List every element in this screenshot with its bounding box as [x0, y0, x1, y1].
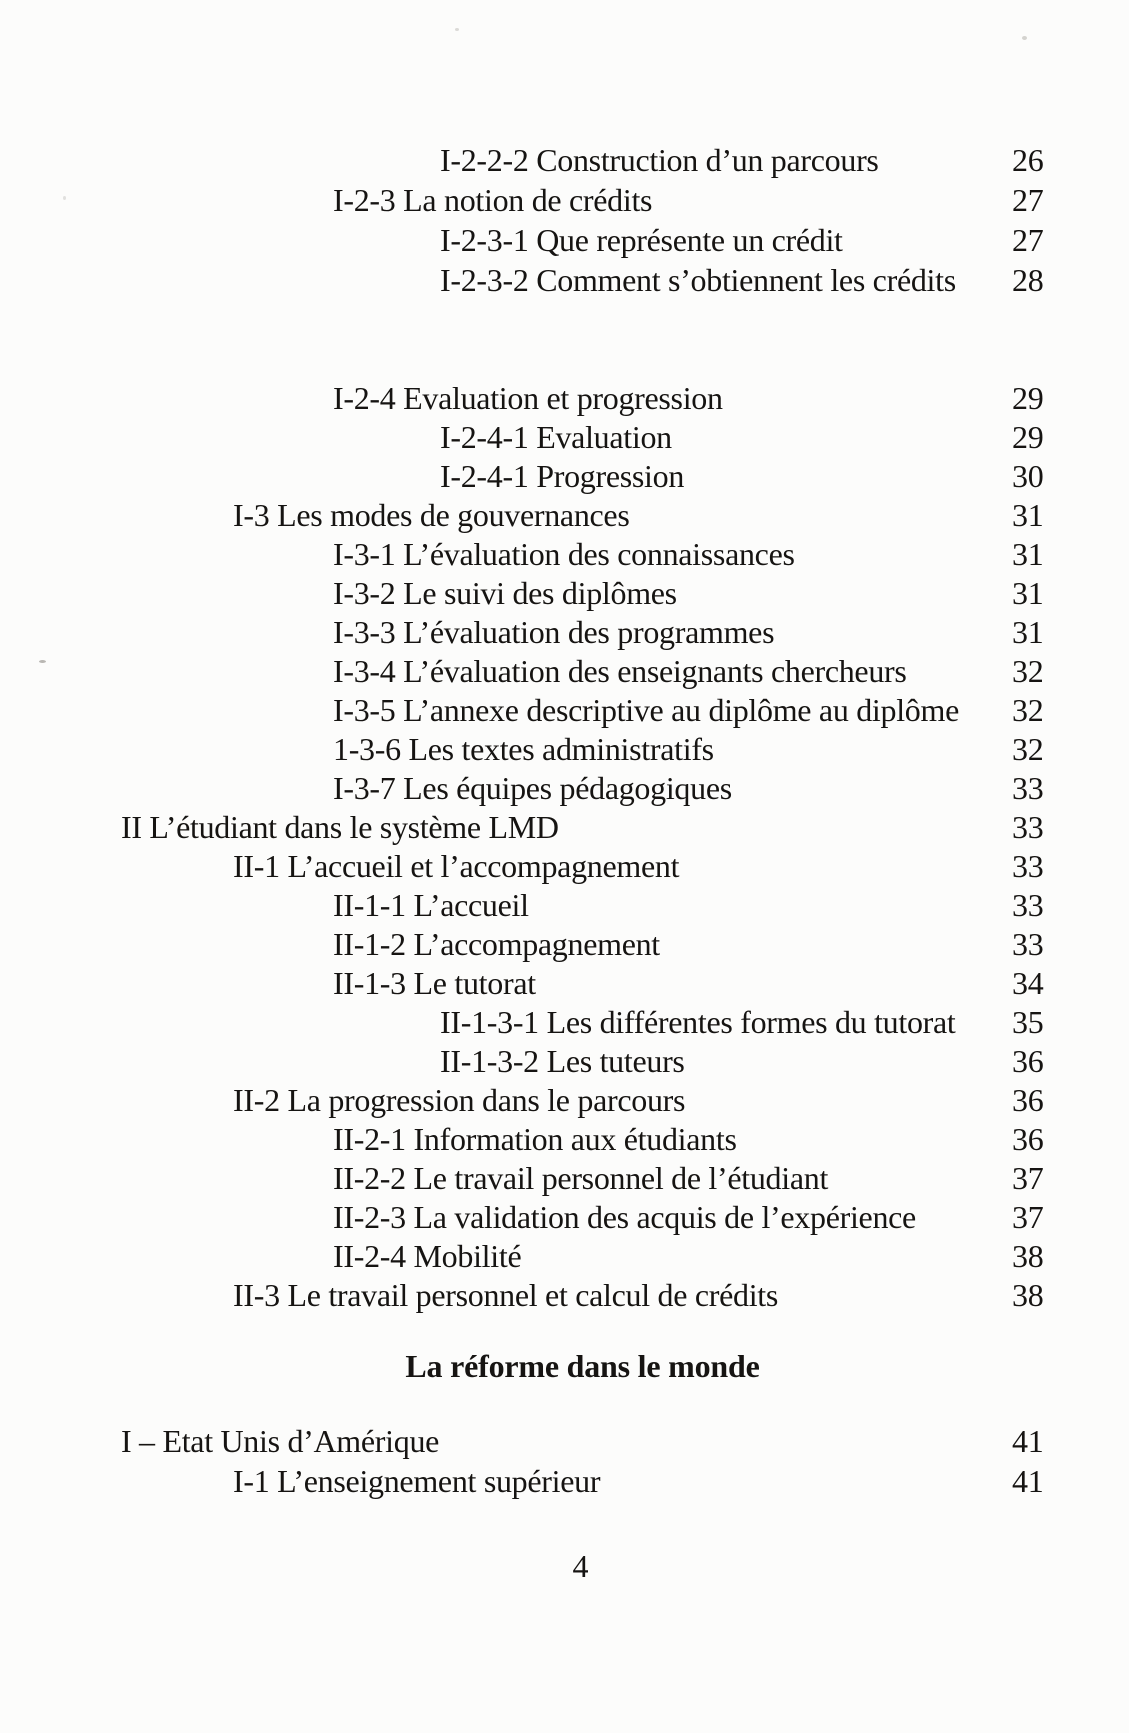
toc-row — [0, 1003, 1129, 1042]
toc-entry-label: II-2 La progression dans le parcours — [233, 1082, 686, 1118]
toc-entry-label: I-2-3-2 Comment s’obtiennent les crédits — [440, 262, 956, 298]
toc-entry-label: II-1-3 Le tutorat — [333, 965, 536, 1001]
toc-row — [0, 496, 1129, 535]
toc-entry-label: 1-3-6 Les textes administratifs — [333, 731, 714, 767]
toc-row — [0, 574, 1129, 613]
toc-entry-label: II-3 Le travail personnel et calcul de crédits — [233, 1277, 779, 1313]
toc-row — [0, 1421, 1129, 1461]
toc-entry-page: 33 — [1012, 926, 1044, 962]
toc-entry-page: 41 — [1012, 1423, 1044, 1459]
toc-row — [0, 925, 1129, 964]
toc-row — [0, 1081, 1129, 1120]
toc-entry-label: I-3-3 L’évaluation des programmes — [333, 614, 775, 650]
toc-entry-page: 27 — [1012, 182, 1044, 218]
toc-row — [0, 535, 1129, 574]
toc-entry-label: I-3-4 L’évaluation des enseignants chercheurs — [333, 653, 907, 689]
toc-row — [0, 730, 1129, 769]
toc-block-main — [0, 379, 1129, 1315]
toc-row — [0, 808, 1129, 847]
toc-entry-label: II-2-1 Information aux étudiants — [333, 1121, 737, 1157]
toc-entry-page: 32 — [1012, 731, 1044, 767]
toc-entry-label: I-2-2-2 Construction d’un parcours — [440, 142, 879, 178]
toc-entry-page: 32 — [1012, 653, 1044, 689]
toc-row — [0, 1198, 1129, 1237]
toc-row — [0, 1237, 1129, 1276]
toc-row — [0, 1120, 1129, 1159]
toc-entry-page: 26 — [1012, 142, 1044, 178]
toc-entry-page: 32 — [1012, 692, 1044, 728]
toc-entry-page: 31 — [1012, 497, 1044, 533]
toc-entry-page: 33 — [1012, 848, 1044, 884]
toc-row — [0, 769, 1129, 808]
toc-entry-label: I-2-4-1 Evaluation — [440, 419, 672, 455]
toc-entry-page: 31 — [1012, 575, 1044, 611]
toc-entry-page: 41 — [1012, 1463, 1044, 1499]
toc-entry-page: 36 — [1012, 1082, 1044, 1118]
toc-entry-label: II-1-2 L’accompagnement — [333, 926, 660, 962]
scan-speck — [1022, 36, 1027, 40]
toc-row — [0, 1276, 1129, 1315]
toc-entry-page: 38 — [1012, 1238, 1044, 1274]
toc-entry-label: II-2-3 La validation des acquis de l’expérience — [333, 1199, 916, 1235]
toc-entry-page: 31 — [1012, 536, 1044, 572]
toc-entry-label: I – Etat Unis d’Amérique — [121, 1423, 440, 1459]
toc-entry-page: 29 — [1012, 380, 1044, 416]
toc-entry-page: 37 — [1012, 1199, 1044, 1235]
toc-entry-page: 33 — [1012, 809, 1044, 845]
toc-entry-label: I-2-4-1 Progression — [440, 458, 685, 494]
toc-entry-page: 29 — [1012, 419, 1044, 455]
toc-entry-label: I-3-2 Le suivi des diplômes — [333, 575, 677, 611]
toc-entry-page: 35 — [1012, 1004, 1044, 1040]
toc-entry-label: II-1 L’accueil et l’accompagnement — [233, 848, 680, 884]
toc-entry-label: I-3-7 Les équipes pédagogiques — [333, 770, 732, 806]
scan-speck — [455, 28, 459, 31]
toc-entry-label: I-2-3-1 Que représente un crédit — [440, 222, 843, 258]
toc-entry-label: II-1-3-2 Les tuteurs — [440, 1043, 685, 1079]
toc-entry-label: I-1 L’enseignement supérieur — [233, 1463, 601, 1499]
toc-entry-page: 38 — [1012, 1277, 1044, 1313]
toc-entry-label: II-2-4 Mobilité — [333, 1238, 522, 1274]
toc-row — [0, 964, 1129, 1003]
section-heading: La réforme dans le monde — [405, 1348, 760, 1384]
toc-entry-label: I-3 Les modes de gouvernances — [233, 497, 630, 533]
toc-entry-label: II L’étudiant dans le système LMD — [121, 809, 559, 845]
toc-row — [0, 613, 1129, 652]
toc-entry-page: 30 — [1012, 458, 1044, 494]
toc-entry-label: I-3-5 L’annexe descriptive au diplôme au diplôme — [333, 692, 959, 728]
toc-entry-page: 28 — [1012, 262, 1044, 298]
page-number-folio: 4 — [572, 1548, 589, 1584]
toc-row — [0, 886, 1129, 925]
toc-row — [0, 260, 1129, 300]
toc-entry-page: 27 — [1012, 222, 1044, 258]
toc-entry-label: II-1-3-1 Les différentes formes du tutorat — [440, 1004, 956, 1040]
toc-entry-label: II-1-1 L’accueil — [333, 887, 529, 923]
toc-row — [0, 652, 1129, 691]
toc-entry-label: I-3-1 L’évaluation des connaissances — [333, 536, 795, 572]
toc-entry-page: 36 — [1012, 1043, 1044, 1079]
toc-entry-label: I-2-4 Evaluation et progression — [333, 380, 723, 416]
toc-row — [0, 140, 1129, 180]
toc-row — [0, 457, 1129, 496]
toc-entry-label: I-2-3 La notion de crédits — [333, 182, 653, 218]
toc-row — [0, 1159, 1129, 1198]
toc-block-lower — [0, 1421, 1129, 1501]
toc-entry-page: 33 — [1012, 770, 1044, 806]
toc-entry-page: 33 — [1012, 887, 1044, 923]
toc-entry-page: 36 — [1012, 1121, 1044, 1157]
toc-row — [0, 379, 1129, 418]
toc-row — [0, 847, 1129, 886]
toc-entry-page: 37 — [1012, 1160, 1044, 1196]
toc-row — [0, 1461, 1129, 1501]
toc-entry-page: 31 — [1012, 614, 1044, 650]
toc-entry-page: 34 — [1012, 965, 1044, 1001]
toc-entry-label: II-2-2 Le travail personnel de l’étudiant — [333, 1160, 829, 1196]
toc-row — [0, 220, 1129, 260]
toc-row — [0, 180, 1129, 220]
toc-row — [0, 1042, 1129, 1081]
toc-row — [0, 691, 1129, 730]
toc-row — [0, 418, 1129, 457]
toc-block-upper — [0, 140, 1129, 300]
